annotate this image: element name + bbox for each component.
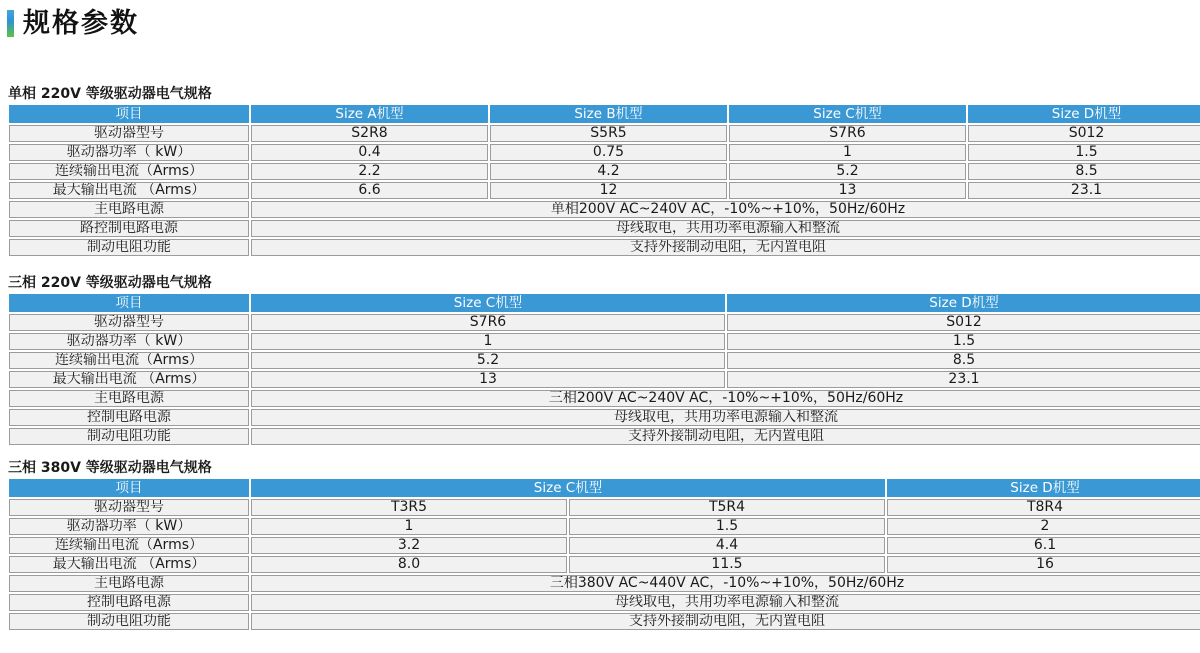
item-column-header: 项目 [9, 105, 249, 123]
table-row [9, 499, 1200, 516]
table-row [9, 556, 1200, 573]
value-cell: S7R6 [251, 314, 725, 331]
row-label-cell: 驱动器型号 [9, 314, 249, 331]
value-cell: 1 [251, 518, 567, 535]
value-cell: S012 [968, 125, 1200, 142]
merged-value-cell: 三相200V AC~240V AC，-10%~+10%，50Hz/60Hz [251, 390, 1200, 407]
table-row-merged [9, 220, 1200, 237]
value-cell: 8.5 [727, 352, 1200, 369]
value-cell: 11.5 [569, 556, 885, 573]
section-three-phase-220v [7, 275, 1194, 447]
table-row-merged [9, 409, 1200, 426]
merged-value-cell: 母线取电，共用功率电源输入和整流 [251, 220, 1200, 237]
merged-value-cell: 支持外接制动电阻，无内置电阻 [251, 428, 1200, 445]
value-cell: T3R5 [251, 499, 567, 516]
size-column-header: Size C机型 [729, 105, 966, 123]
header-row [9, 479, 1200, 497]
value-cell: 12 [490, 182, 727, 199]
spec-table-single-phase-220v [7, 103, 1200, 258]
row-label-cell: 连续输出电流（Arms） [9, 163, 249, 180]
value-cell: 0.4 [251, 144, 488, 161]
value-cell: 13 [729, 182, 966, 199]
value-cell: 1 [729, 144, 966, 161]
row-label-cell: 驱动器功率（ kW） [9, 518, 249, 535]
row-label-cell: 制动电阻功能 [9, 613, 249, 630]
row-label-cell: 最大输出电流 （Arms） [9, 556, 249, 573]
value-cell: S7R6 [729, 125, 966, 142]
row-label-cell: 路控制电路电源 [9, 220, 249, 237]
value-cell: 6.1 [887, 537, 1200, 554]
header-row [9, 294, 1200, 312]
value-cell: 16 [887, 556, 1200, 573]
table-row [9, 333, 1200, 350]
value-cell: 23.1 [968, 182, 1200, 199]
title-accent-bar [7, 10, 14, 37]
value-cell: 3.2 [251, 537, 567, 554]
row-label-cell: 主电路电源 [9, 390, 249, 407]
table-row-merged [9, 575, 1200, 592]
item-column-header: 项目 [9, 479, 249, 497]
size-column-header: Size C机型 [251, 479, 885, 497]
table-row [9, 163, 1200, 180]
row-label-cell: 主电路电源 [9, 575, 249, 592]
value-cell: 23.1 [727, 371, 1200, 388]
size-column-header: Size C机型 [251, 294, 725, 312]
row-label-cell: 控制电路电源 [9, 594, 249, 611]
section-label: 三相 220V 等级驱动器电气规格 [8, 274, 212, 291]
page-title-block [0, 0, 1200, 39]
value-cell: 0.75 [490, 144, 727, 161]
value-cell: 5.2 [251, 352, 725, 369]
table-row [9, 371, 1200, 388]
row-label-cell: 主电路电源 [9, 201, 249, 218]
value-cell: 1.5 [569, 518, 885, 535]
row-label-cell: 最大输出电流 （Arms） [9, 371, 249, 388]
value-cell: S012 [727, 314, 1200, 331]
merged-value-cell: 三相380V AC~440V AC，-10%~+10%，50Hz/60Hz [251, 575, 1200, 592]
value-cell: 6.6 [251, 182, 488, 199]
value-cell: 2.2 [251, 163, 488, 180]
size-column-header: Size A机型 [251, 105, 488, 123]
row-label-cell: 连续输出电流（Arms） [9, 352, 249, 369]
page-title: 规格参数 [23, 8, 139, 39]
table-row [9, 352, 1200, 369]
item-column-header: 项目 [9, 294, 249, 312]
row-label-cell: 最大输出电流 （Arms） [9, 182, 249, 199]
row-label-cell: 驱动器型号 [9, 499, 249, 516]
value-cell: S2R8 [251, 125, 488, 142]
value-cell: T5R4 [569, 499, 885, 516]
value-cell: 8.5 [968, 163, 1200, 180]
table-row [9, 182, 1200, 199]
size-column-header: Size D机型 [727, 294, 1200, 312]
table-row-merged [9, 594, 1200, 611]
value-cell: S5R5 [490, 125, 727, 142]
table-row-merged [9, 613, 1200, 630]
merged-value-cell: 支持外接制动电阻，无内置电阻 [251, 239, 1200, 256]
row-label-cell: 制动电阻功能 [9, 239, 249, 256]
table-row-merged [9, 201, 1200, 218]
merged-value-cell: 母线取电，共用功率电源输入和整流 [251, 594, 1200, 611]
value-cell: 5.2 [729, 163, 966, 180]
table-row [9, 314, 1200, 331]
size-column-header: Size B机型 [490, 105, 727, 123]
table-row [9, 537, 1200, 554]
value-cell: T8R4 [887, 499, 1200, 516]
row-label-cell: 连续输出电流（Arms） [9, 537, 249, 554]
value-cell: 2 [887, 518, 1200, 535]
size-column-header: Size D机型 [887, 479, 1200, 497]
row-label-cell: 驱动器型号 [9, 125, 249, 142]
section-single-phase-220v [7, 86, 1194, 258]
table-row-merged [9, 390, 1200, 407]
value-cell: 1.5 [968, 144, 1200, 161]
merged-value-cell: 支持外接制动电阻，无内置电阻 [251, 613, 1200, 630]
spec-table-three-phase-220v [7, 292, 1200, 447]
section-label: 三相 380V 等级驱动器电气规格 [8, 459, 212, 476]
row-label-cell: 控制电路电源 [9, 409, 249, 426]
table-row-merged [9, 239, 1200, 256]
size-column-header: Size D机型 [968, 105, 1200, 123]
merged-value-cell: 母线取电，共用功率电源输入和整流 [251, 409, 1200, 426]
header-row [9, 105, 1200, 123]
section-label: 单相 220V 等级驱动器电气规格 [8, 85, 212, 102]
value-cell: 1 [251, 333, 725, 350]
section-three-phase-380v [7, 460, 1194, 632]
value-cell: 13 [251, 371, 725, 388]
table-row [9, 125, 1200, 142]
merged-value-cell: 单相200V AC~240V AC，-10%~+10%，50Hz/60Hz [251, 201, 1200, 218]
value-cell: 4.2 [490, 163, 727, 180]
row-label-cell: 驱动器功率（ kW） [9, 333, 249, 350]
table-row-merged [9, 428, 1200, 445]
value-cell: 1.5 [727, 333, 1200, 350]
value-cell: 8.0 [251, 556, 567, 573]
row-label-cell: 制动电阻功能 [9, 428, 249, 445]
table-row [9, 144, 1200, 161]
table-row [9, 518, 1200, 535]
spec-table-three-phase-380v [7, 477, 1200, 632]
row-label-cell: 驱动器功率（ kW） [9, 144, 249, 161]
value-cell: 4.4 [569, 537, 885, 554]
